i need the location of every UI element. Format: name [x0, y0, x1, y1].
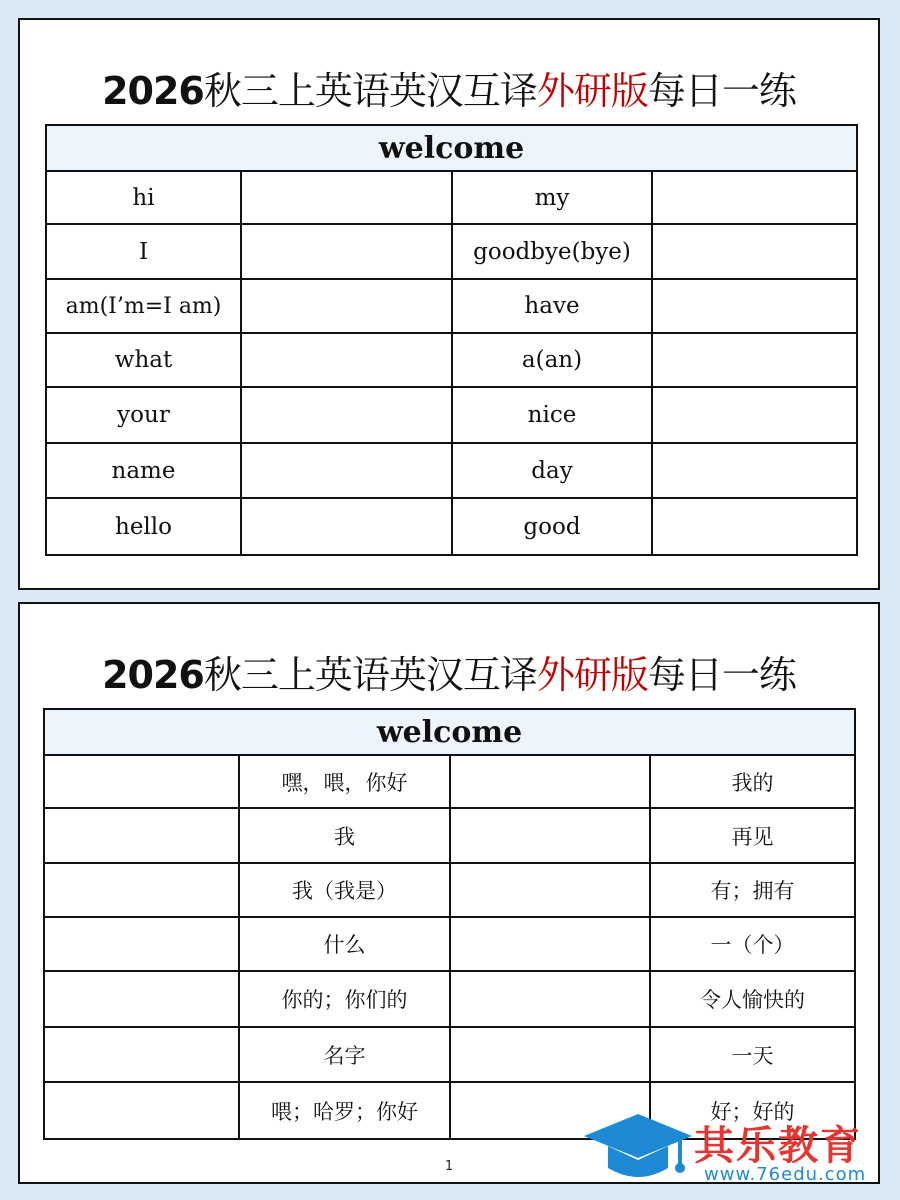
table-row	[46, 443, 857, 498]
answer-cell[interactable]	[44, 1082, 239, 1139]
chinese-meaning: 喂；哈罗；你好	[239, 1082, 450, 1139]
chinese-meaning: 我的	[650, 755, 855, 808]
unit-header: welcome	[44, 709, 855, 755]
english-word: hello	[46, 498, 241, 555]
answer-cell[interactable]	[241, 387, 452, 443]
chinese-meaning: 有；拥有	[650, 863, 855, 917]
answer-cell[interactable]	[652, 171, 857, 224]
table-row	[46, 279, 857, 333]
answer-cell[interactable]	[241, 333, 452, 387]
page-title: 2026秋三上英语英汉互译外研版每日一练	[102, 69, 796, 113]
answer-cell[interactable]	[44, 755, 239, 808]
table-row	[46, 333, 857, 387]
chinese-meaning: 一（个）	[650, 917, 855, 971]
table-row	[46, 498, 857, 555]
answer-cell[interactable]	[652, 333, 857, 387]
answer-cell[interactable]	[44, 808, 239, 863]
english-word: nice	[452, 387, 652, 443]
worksheet-english	[18, 18, 880, 590]
answer-cell[interactable]	[241, 171, 452, 224]
vocab-table-english	[45, 124, 858, 556]
graduation-cap-icon	[582, 1110, 694, 1190]
chinese-meaning: 一天	[650, 1027, 855, 1082]
answer-cell[interactable]	[450, 808, 650, 863]
english-word: what	[46, 333, 241, 387]
answer-cell[interactable]	[241, 443, 452, 498]
watermark-logo	[582, 1108, 892, 1194]
answer-cell[interactable]	[44, 971, 239, 1027]
answer-cell[interactable]	[241, 498, 452, 555]
english-word: good	[452, 498, 652, 555]
page-number: 1	[444, 1159, 454, 1174]
answer-cell[interactable]	[450, 917, 650, 971]
table-row	[46, 387, 857, 443]
table-row	[44, 971, 855, 1027]
chinese-meaning: 嘿，喂，你好	[239, 755, 450, 808]
watermark-brand: 其乐教育	[694, 1123, 862, 1169]
answer-cell[interactable]	[241, 224, 452, 279]
chinese-meaning: 名字	[239, 1027, 450, 1082]
answer-cell[interactable]	[652, 443, 857, 498]
english-word: your	[46, 387, 241, 443]
chinese-meaning: 我	[239, 808, 450, 863]
english-word: a(an)	[452, 333, 652, 387]
answer-cell[interactable]	[44, 863, 239, 917]
answer-cell[interactable]	[652, 224, 857, 279]
answer-cell[interactable]	[652, 279, 857, 333]
english-word: my	[452, 171, 652, 224]
answer-cell[interactable]	[44, 917, 239, 971]
english-word: I	[46, 224, 241, 279]
answer-cell[interactable]	[44, 1027, 239, 1082]
answer-cell[interactable]	[450, 971, 650, 1027]
table-row	[44, 808, 855, 863]
table-row	[46, 171, 857, 224]
chinese-meaning: 什么	[239, 917, 450, 971]
english-word: goodbye(bye)	[452, 224, 652, 279]
watermark-url: www.76edu.com	[704, 1164, 867, 1185]
chinese-meaning: 你的；你们的	[239, 971, 450, 1027]
answer-cell[interactable]	[241, 279, 452, 333]
vocab-table-chinese	[43, 708, 856, 1140]
english-word: hi	[46, 171, 241, 224]
table-row	[44, 917, 855, 971]
answer-cell[interactable]	[450, 755, 650, 808]
table-row	[44, 1027, 855, 1082]
worksheet-chinese	[18, 602, 880, 1184]
english-word: day	[452, 443, 652, 498]
answer-cell[interactable]	[450, 1027, 650, 1082]
chinese-meaning: 再见	[650, 808, 855, 863]
chinese-meaning: 我（我是）	[239, 863, 450, 917]
table-row	[44, 755, 855, 808]
english-word: name	[46, 443, 241, 498]
chinese-meaning: 令人愉快的	[650, 971, 855, 1027]
chinese-meaning: 好；好的	[650, 1082, 855, 1139]
unit-header: welcome	[46, 125, 857, 171]
page-title: 2026秋三上英语英汉互译外研版每日一练	[102, 653, 796, 697]
table-row	[44, 863, 855, 917]
english-word: am(I’m=I am)	[46, 279, 241, 333]
answer-cell[interactable]	[652, 498, 857, 555]
answer-cell[interactable]	[450, 863, 650, 917]
table-row	[46, 224, 857, 279]
answer-cell[interactable]	[652, 387, 857, 443]
english-word: have	[452, 279, 652, 333]
